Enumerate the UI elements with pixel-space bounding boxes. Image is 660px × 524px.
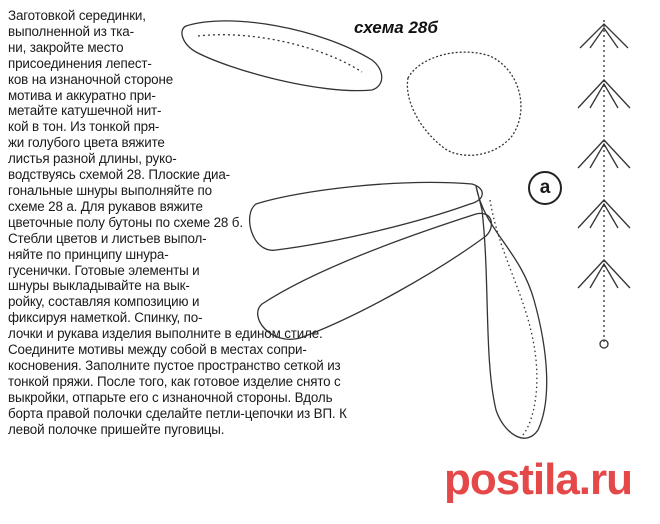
text-line: метайте катушечной нит- <box>8 103 162 119</box>
text-line: кой в тон. Из тонкой пря- <box>8 119 160 135</box>
text-line: мотива и аккуратно при- <box>8 87 156 103</box>
text-line: гональные шнуры выполняйте по <box>8 182 212 198</box>
text-line: левой полочке пришейте пуговицы. <box>8 421 225 437</box>
text-line: фиксируя наметкой. Спинку, по- <box>8 310 203 326</box>
text-line: Стебли цветов и листьев выпол- <box>8 230 207 246</box>
text-line: ройку, составляя композицию и <box>8 294 200 310</box>
instruction-text <box>8 8 347 437</box>
text-line: тонкой пряжи. После того, как готовое изделие снято с <box>8 373 341 389</box>
diagonal-cord <box>476 186 547 438</box>
text-line: гусенички. Готовые элементы и <box>8 262 200 278</box>
text-line: Соедините мотивы между собой в местах сопри- <box>8 342 307 358</box>
chart-fans <box>578 24 630 288</box>
diagram-label-a: a <box>528 171 562 205</box>
text-line: косновения. Заполните пустое пространство сеткой из <box>8 357 341 373</box>
text-line: выполненной из тка- <box>8 23 134 39</box>
text-line: борта правой полочки сделайте петли-цепочки из ВП. К <box>8 405 347 421</box>
text-line: выкройки, отпарьте его с изнаночной стороны. Вдоль <box>8 389 333 405</box>
text-line: водствуясь схемой 28. Плоские диа- <box>8 167 230 183</box>
text-line: схеме 28 а. Для рукавов вяжите <box>8 198 203 214</box>
cord-stitches <box>490 200 537 438</box>
text-line: лочки и рукава изделия выполните в едином стиле. <box>8 326 323 342</box>
text-line: присоединения лепест- <box>8 55 152 71</box>
text-line: няйте по принципу шнура- <box>8 246 169 262</box>
text-line: жи голубого цвета вяжите <box>8 135 165 151</box>
text-line: цветочные полу бутоны по схеме 28 б. <box>8 214 243 230</box>
diagram-title: схема 28б <box>354 18 438 37</box>
text-line: шнуры выкладывайте на вык- <box>8 278 190 294</box>
text-line: ни, закройте место <box>8 39 124 55</box>
watermark-text: postila.ru <box>444 455 633 504</box>
bud-outline <box>407 52 521 155</box>
text-line: ков на изнаночной стороне <box>8 71 173 87</box>
text-line: Заготовкой серединки, <box>8 8 146 23</box>
chart-end-ring <box>600 340 608 348</box>
text-line: листья разной длины, руко- <box>8 151 177 167</box>
